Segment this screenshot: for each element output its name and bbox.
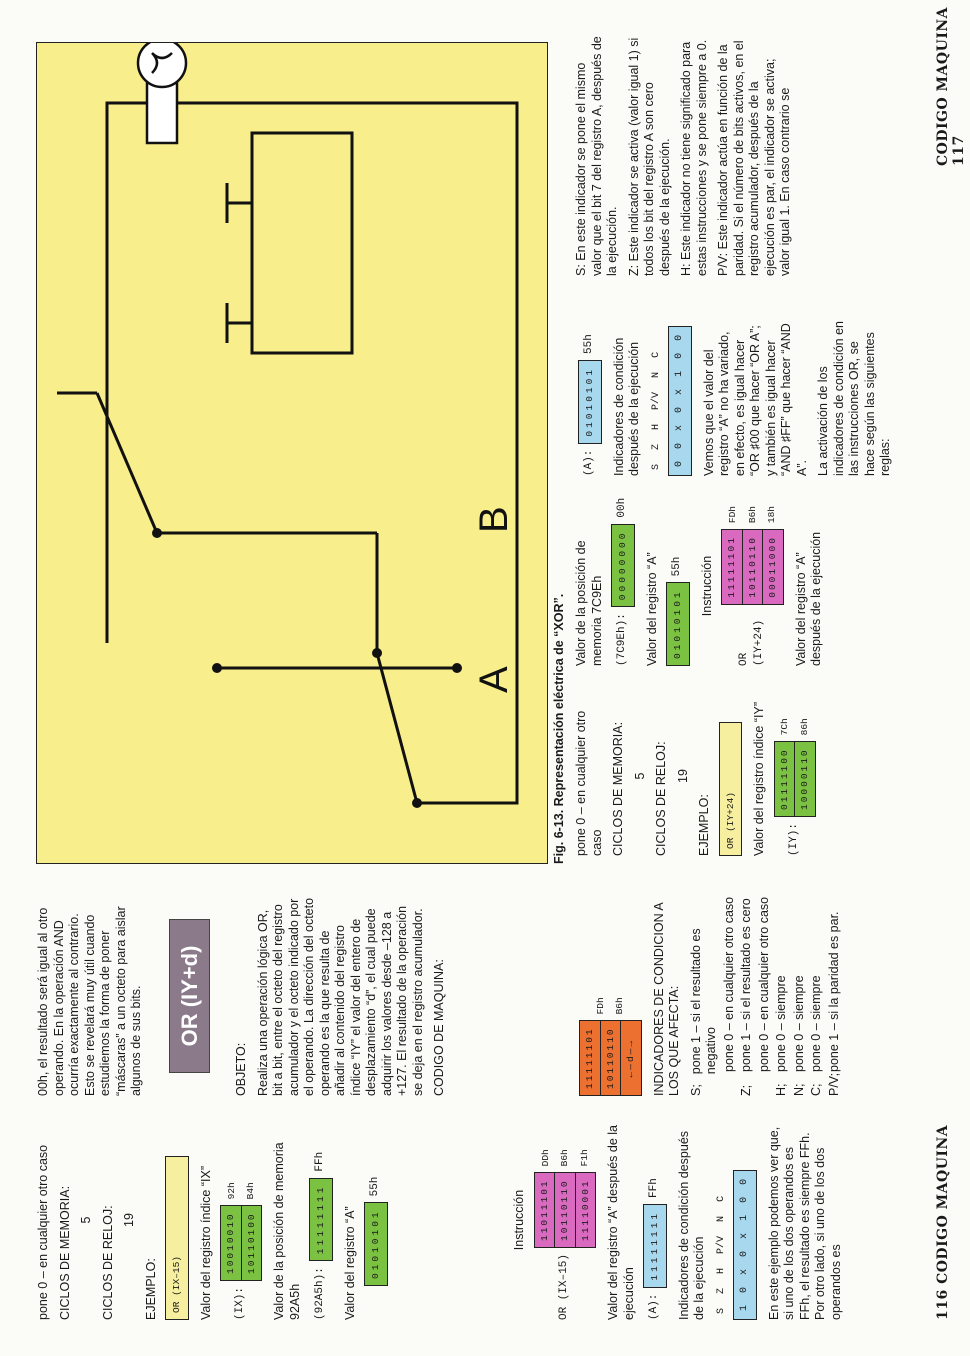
instruction-hex-3: F1h [578, 1149, 590, 1167]
ciclos-reloj-value: 19 [122, 1213, 136, 1227]
xor-circuit-figure [36, 42, 548, 864]
right-column-3 [574, 316, 900, 476]
iy-hex-low: 86h [798, 718, 810, 736]
left-column-2b [575, 896, 844, 1096]
left-page-footer: 116 CODIGO MAQUINA [935, 1124, 951, 1320]
flag-h: H [650, 423, 662, 430]
flag-rule-text: pone 1 – si la paridad es par. [826, 911, 841, 1072]
iy-bits-low: 10000110 [799, 748, 810, 810]
codigo-label: CODIGO DE MAQUINA: [432, 959, 446, 1096]
flag-bit: x [739, 1232, 750, 1239]
pv-rule-text: P/V: Este indicador actúa en función de la paridad. Si el número de bits activos, en el registro acumulador, después de la ejecución es par, el indicador se activa; valor igual 1. En caso contrario se [716, 40, 792, 276]
ejemplo-instruction: OR (IX–15) [165, 1156, 189, 1320]
right-ciclos-memoria-label: CICLOS DE MEMORIA: [611, 721, 625, 856]
right-ejemplo-instruction: OR (IY+24) [719, 722, 743, 856]
right-register-a-hex: 55h [671, 556, 683, 577]
right-intro: pone 0 – en cualquier otro caso [574, 710, 604, 856]
ix-bits [220, 1205, 262, 1281]
right-instruction-byte-3: 00011000 [767, 536, 778, 598]
flag-c: C [650, 351, 662, 358]
memory-bits: 11111111 [309, 1178, 333, 1262]
activacion-text: La activación de los indicadores de condición en las instrucciones OR, se hace según las siguientes reglas: [816, 321, 892, 476]
flag-bit: 0 [674, 460, 685, 467]
ciclos-reloj-label: CICLOS DE RELOJ: [100, 1205, 115, 1320]
iy-register [774, 696, 816, 856]
s-rule-text: S: En este indicador se pone el mismo valor que el bit 7 del registro A, después de la ejecución. [574, 36, 619, 276]
flag-rule-text: pone 0 – en cualquier otro caso [721, 896, 736, 1072]
right-ejemplo-label: EJEMPLO: [697, 794, 711, 856]
right-flag-values [668, 316, 692, 476]
flag-rule-name: C; [809, 1083, 823, 1096]
right-memory-register [611, 497, 635, 666]
right-register-a-after-text: Valor del registro “A” después de la ejecución [793, 531, 823, 666]
right-flag-names [649, 316, 665, 476]
instruction-byte-1: 11011101 [535, 1173, 556, 1247]
flag-bit: 0 [674, 406, 685, 413]
right-instruction-byte-1: 11111101 [722, 530, 743, 604]
flag-bit: 0 [739, 1250, 750, 1257]
ix-bits-high: 10010010 [221, 1206, 242, 1280]
right-ejemplo-row [719, 696, 743, 856]
flag-bit: x [739, 1268, 750, 1275]
flag-rule-text: pone 0 – siempre [809, 975, 823, 1072]
register-a-after-bits: 11111111 [643, 1204, 667, 1288]
flag-rule-name [722, 1072, 738, 1096]
flag-z: Z [650, 443, 662, 450]
label-a: A [472, 666, 516, 693]
right-ciclos-memoria-value: 5 [632, 772, 647, 780]
ix-bits-low: 10110100 [245, 1212, 257, 1274]
text-intro: pone 0 – en cualquier otro caso [36, 1144, 50, 1320]
right-register-a-after-label: (A): [583, 449, 595, 476]
right-ciclos-reloj-label: CICLOS DE RELOJ: [654, 741, 668, 856]
instruction-hex [536, 1149, 595, 1166]
vemos-text: Vemos que el valor del registro “A” no ha variado, en efecto, es igual hacer “OR ♯00 que hacer “OR A”; y también es igual hacer “AND ♯FF” que hacer “AND A”. [701, 323, 809, 476]
right-register-a-text: Valor del registro “A” [644, 552, 659, 666]
right-ciclos-reloj-value: 19 [675, 769, 690, 783]
label-b: B [472, 506, 516, 533]
ejemplo-row [165, 1120, 189, 1320]
register-a-hex: 55h [369, 1176, 381, 1197]
right-register-a-after-bits: 01010101 [578, 360, 602, 444]
iy-bits-high: 01111100 [775, 742, 796, 816]
flag-rule-text: pone 0 – en cualquier otro caso [756, 896, 771, 1072]
iy-label: (IY): [787, 822, 800, 856]
flag-values-box [733, 1170, 757, 1320]
intro-text-2: 00h, el resultado será igual al otro operando. En la operación AND ocurría exactamente al contrario. Esto se revelará muy útil cuando estudiemos la forma de poner “máscaras” a un octeto para aislar algunos de sus bits. [36, 906, 143, 1096]
right-flag-values-box [668, 326, 692, 476]
instruction-code [534, 1120, 597, 1320]
machine-code [579, 896, 642, 1096]
right-column-2 [574, 497, 831, 666]
register-a [364, 1120, 388, 1320]
ciclos-memoria-value: 5 [79, 1216, 93, 1224]
flag-bit: x [674, 388, 685, 395]
instruction-hex-2: B6h [559, 1149, 570, 1167]
flag-rule-name: Z; [739, 1084, 753, 1096]
flag-h: H [715, 1267, 727, 1274]
right-memory-text: Valor de la posición de memoria 7C9Eh [574, 540, 604, 666]
machine-code-bits [579, 1020, 642, 1096]
ciclos-memoria-label: CICLOS DE MEMORIA: [57, 1185, 72, 1320]
memory-label: (92A5h): [314, 1267, 326, 1320]
register-a-text: Valor del registro “A” [342, 1206, 357, 1320]
flag-z: Z [715, 1287, 727, 1294]
flag-rule [809, 896, 825, 1096]
switch-a-blade [377, 653, 417, 803]
flag-n: N [715, 1215, 727, 1222]
flag-s: S [715, 1307, 727, 1314]
flag-rule-name: S; [688, 1084, 703, 1096]
flag-rule-name: H; [774, 1083, 788, 1096]
circuit-diagram [37, 43, 547, 863]
ejemplo-label: EJEMPLO: [143, 1258, 158, 1320]
flag-bit: 1 [674, 370, 685, 377]
instruction-byte-3: 11110001 [579, 1179, 591, 1241]
memory-hex: FFh [314, 1151, 326, 1172]
ix-label: (IX): [234, 1286, 247, 1320]
banner-wrap [169, 896, 211, 1096]
register-a-bits: 01010101 [364, 1202, 388, 1286]
flag-rule-name: N; [791, 1083, 806, 1096]
flag-bit: x [674, 424, 685, 431]
right-instruction-label: OR (IY+24) [737, 619, 766, 666]
machine-code-hex [591, 997, 630, 1014]
flag-values [733, 1120, 757, 1320]
flag-bit: 1 [739, 1304, 750, 1311]
right-register-a-after [578, 316, 602, 476]
wire-loop [107, 103, 517, 803]
z-rule-text: Z: Este indicador se activa (valor igual 1) si todos los bit del registro A son cero después de la ejecución. [626, 37, 672, 276]
right-instruction-byte-2: 10110110 [743, 530, 764, 604]
memory-position-text: Valor de la posición de memoria 92A5h [272, 1142, 302, 1320]
h-rule-text: H: Este indicador no tiene significado para estas instrucciones y se pone siempre a 0. [679, 39, 709, 276]
instruction-hex-1: DDh [539, 1149, 551, 1167]
instruction-bits [534, 1172, 597, 1248]
iy-bits [774, 741, 816, 817]
iy-text: Valor del registro índice “IY” [752, 702, 766, 856]
right-instruction-title: Instrucción [699, 555, 714, 617]
right-memory-bits: 00000000 [611, 524, 635, 608]
flag-rule [827, 896, 843, 1096]
right-register-a [666, 506, 690, 666]
ix-hex [222, 1182, 261, 1199]
flag-rule [722, 896, 738, 1096]
flag-bit: 0 [739, 1178, 750, 1185]
indicadores-label: INDICADORES DE CONDICION A LOS QUE AFECTA: [651, 902, 681, 1096]
figure-caption: Fig. 6-13. Representación eléctrica de “XOR”. [552, 593, 566, 864]
machine-code-hex-1: FDh [594, 997, 606, 1015]
lamp-icon [138, 43, 186, 143]
flag-bit: 1 [739, 1214, 750, 1221]
machine-code-byte-2: 10110110 [601, 1021, 622, 1095]
flag-rule-name [757, 1072, 773, 1096]
right-flags-text: Indicadores de condición después de la ejecución [611, 337, 641, 476]
ix-hex-high: 92h [225, 1182, 237, 1200]
flag-rule-text: pone 1 – si el resultado es negativo [688, 928, 718, 1075]
iy-hex-high: 7Ch [779, 718, 790, 736]
flag-rule-name: P/V; [826, 1072, 841, 1096]
right-instruction-hex-3: 18h [766, 506, 777, 524]
flag-rule [689, 896, 720, 1096]
right-register-a-bits: 01010101 [666, 582, 690, 666]
flag-rules [689, 896, 843, 1096]
flag-bit: 0 [739, 1286, 750, 1293]
flag-bit: 0 [739, 1196, 750, 1203]
right-instruction-hex-1: FDh [727, 506, 738, 524]
flag-rule-text: pone 1 – si el resultado es cero [739, 898, 753, 1072]
register-a-after-label: (A): [648, 1293, 660, 1320]
flag-pv: P/V [715, 1235, 727, 1254]
left-column-1b [512, 1120, 850, 1320]
left-column-1 [36, 1120, 398, 1320]
flag-bit: 0 [674, 334, 685, 341]
right-instruction-bits [721, 529, 784, 605]
objeto-text: Realiza una operación lógica OR, bit a bit, entre el octeto del registro acumulador y el octeto indicado por el operando. La dirección del octeto operando es la que resulta de añadir al contenido del registro índice “IY” el valor del entero de desplazamiento “d”, el cual puede adquirir los valores desde –128 a +127. El resultado de la operación se deja en el registro acumulador. [255, 897, 425, 1096]
right-register-a-after-hex: 55h [583, 334, 595, 354]
flag-rule [739, 896, 755, 1096]
machine-code-hex-2: B6h [614, 997, 626, 1015]
register-a-after [643, 1120, 667, 1320]
memory-register [309, 1120, 333, 1320]
flag-s: S [650, 463, 662, 470]
flag-rule [757, 896, 773, 1096]
right-instruction-hex [723, 506, 782, 523]
flag-rule [792, 896, 808, 1096]
instruction-label: OR (IX–15) [558, 1253, 570, 1320]
machine-code-displacement: ←—d—→ [625, 1038, 636, 1078]
flag-rule-text: pone 0 – siempre [791, 975, 806, 1072]
ix-hex-low: B4h [245, 1182, 256, 1200]
right-column-4 [574, 36, 800, 276]
flag-n: N [650, 371, 662, 378]
flag-c: C [715, 1195, 727, 1202]
flag-rule-text: pone 0 – siempre [774, 975, 788, 1072]
operation-banner: OR (IY+d) [169, 919, 211, 1074]
right-column-1 [574, 696, 826, 856]
ix-register [220, 1120, 262, 1320]
left-column-2 [36, 896, 454, 1096]
flag-rule [774, 896, 790, 1096]
closing-text: En este ejemplo podemos ver que, si uno de los dos operandos es FFh, el resultado es siempre FFh. Por otro lado, si uno de los dos operandos es [766, 1126, 843, 1320]
flag-bit: 0 [674, 352, 685, 359]
register-a-after-hex: FFh [648, 1178, 660, 1198]
instruction-title: Instrucción [512, 1189, 526, 1251]
right-memory-label: (7C9Eh): [616, 613, 628, 666]
machine-code-byte-1: 11111101 [580, 1021, 601, 1095]
flag-bit: 0 [674, 442, 685, 449]
iy-hex [775, 718, 814, 735]
instruction-byte-2: 10110110 [555, 1173, 576, 1247]
right-memory-hex: 00h [616, 497, 628, 518]
flag-names [714, 1120, 730, 1320]
flag-pv: P/V [650, 391, 662, 410]
right-instruction-hex-2: B6h [746, 506, 758, 524]
flags-text: Indicadores de condición después de la ejecución [676, 1130, 706, 1320]
objeto-label: OBJETO: [234, 1042, 248, 1096]
right-page-footer: CODIGO MAQUINA 117 [935, 6, 967, 166]
ix-text: Valor del registro índice “IX” [198, 1166, 213, 1320]
register-a-after-text: Valor del registro “A” después de la ejecución [606, 1124, 636, 1320]
battery-icon [227, 133, 352, 353]
right-instruction-code [721, 506, 784, 666]
